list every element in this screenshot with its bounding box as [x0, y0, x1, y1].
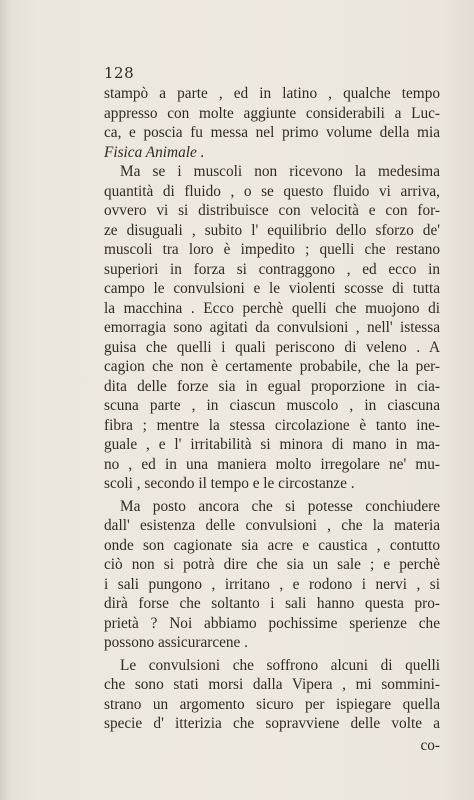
catchword: co-: [420, 736, 440, 754]
text-line: stampò a parte , ed in latino , qualche tempo: [104, 85, 440, 102]
text-line: dita delle forze sia in egual proporzione in cia-: [104, 377, 440, 395]
page-number: 128: [104, 64, 135, 82]
text-line: specie d' itterizia che sopravviene delle volte a: [104, 715, 440, 732]
text-line: emorragia sono agitati da convulsioni , nell' istessa: [104, 319, 440, 336]
text-line: Ma posto ancora che si potesse conchiudere: [120, 497, 440, 515]
text-line: Ma se i muscoli non ricevono la medesima: [120, 163, 440, 180]
text-line: superiori in forza si contraggono , ed ecco in: [104, 260, 440, 278]
text-line: ciò non si potrà dire che sia un sale ; e perchè: [104, 556, 440, 573]
text-line: fibra ; mentre la stessa circolazione è tanto ine-: [104, 416, 440, 434]
text-line: che sono stati morsi dalla Vipera , mi sommini-: [104, 676, 440, 693]
text-line: possono assicurarcene .: [104, 634, 248, 651]
text-line: guale , e l' irritabilità si minora di mano in ma-: [104, 436, 440, 453]
text-line: prietà ? Noi abbiamo pochissime sperienze che: [104, 614, 440, 632]
text-line: guisa che quelli i quali periscono di veleno . A: [104, 338, 440, 356]
text-line: scoli , secondo il tempo e le circostanze .: [104, 475, 355, 492]
text-line: i sali pungono , irritano , e rodono i nervi , si: [104, 575, 440, 593]
text-line: Fisica Animale .: [104, 143, 205, 161]
body-text: [104, 84, 440, 755]
text-line: cagion che non è certamente probabile, che la per-: [104, 358, 440, 375]
text-line: ca, e poscia fu messa nel primo volume della mia: [104, 124, 440, 141]
text-line: no , ed in una maniera molto irregolare ne' mu-: [104, 455, 440, 473]
text-line: scuna parte , in ciascun muscolo , in ciascuna: [104, 397, 440, 414]
text-line: dirà forse che soltanto i sali hanno questa pro-: [104, 595, 440, 612]
text-line: strano un argomento sicuro per ispiegare quella: [104, 695, 440, 713]
text-line: quantità di fluido , o se questo fluido vi arriva,: [104, 182, 440, 200]
text-line: dall' esistenza delle convulsioni , che la materia: [104, 517, 440, 534]
text-line: onde son cagionate sia acre e caustica , contutto: [104, 536, 440, 554]
text-line: ze disuguali , subito l' equilibrio dello sforzo de': [104, 221, 440, 239]
text-line: muscoli tra loro è impedito ; quelli che restano: [104, 241, 440, 258]
text-line: Le convulsioni che soffrono alcuni di quelli: [120, 656, 440, 674]
text-line: la macchina . Ecco perchè quelli che muojono di: [104, 299, 440, 317]
text-line: campo le convulsioni e le violenti scosse di tutta: [104, 280, 440, 297]
text-line: appresso con molte aggiunte considerabili a Luc-: [104, 104, 440, 122]
text-line: ovvero vi si distribuisce con velocità e con for-: [104, 202, 440, 219]
